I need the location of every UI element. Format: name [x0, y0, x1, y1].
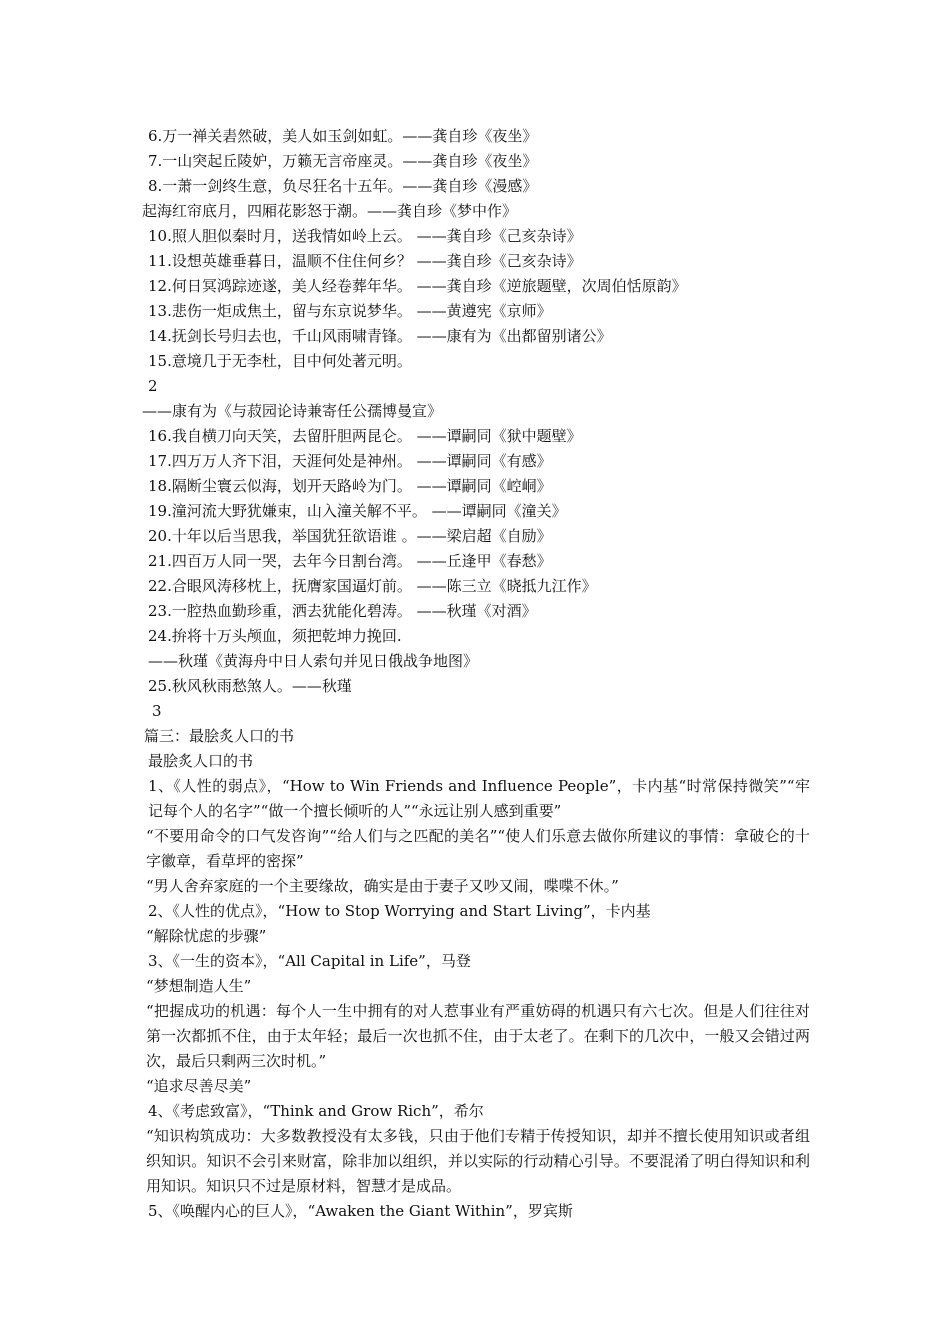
poem-line: 21.四百万人同一哭，去年今日割台湾。 ——丘逢甲《春愁》: [148, 552, 552, 570]
poem-line: 16.我自横刀向天笑，去留肝胆两昆仑。 ——谭嗣同《狱中题壁》: [148, 427, 582, 445]
section-subtitle: 最脍炙人口的书: [148, 752, 254, 770]
poem-line: 11.设想英雄垂暮日，温顺不住住何乡？ ——龚自珍《己亥杂诗》: [148, 252, 582, 270]
book-entry: 1、《人性的弱点》，“How to Win Friends and Influence People”，卡内基“时常保持微笑”“牢记每个人的名字”“做一个擅长倾听的人”“永远让别人感到重要”: [148, 777, 810, 820]
book-entry: 5、《唤醒内心的巨人》，“Awaken the Giant Within”，罗宾斯: [148, 1202, 573, 1220]
poem-line: 24.拚将十万头颅血，须把乾坤力挽回.: [148, 627, 402, 645]
book-quote: “解除忧虑的步骤”: [146, 927, 267, 945]
book-quote: “把握成功的机遇：每个人一生中拥有的对人惹事业有严重妨碍的机遇只有六七次。但是人们往往对第一次都抓不住，由于太年轻；最后一次也抓不住，由于太老了。在剩下的几次中，一般又会错过两次，最后只剩两三次时机。”: [146, 1002, 810, 1070]
poem-line: 22.合眼风涛移枕上，抚膺家国逼灯前。 ——陈三立《晓抵九江作》: [148, 577, 597, 595]
poem-line: 25.秋风秋雨愁煞人。——秋瑾: [148, 677, 352, 695]
poem-line: 19.潼河流大野犹嫌束，山入潼关解不平。 ——谭嗣同《潼关》: [148, 502, 567, 520]
book-quote: “知识构筑成功：大多数教授没有太多钱，只由于他们专精于传授知识，却并不擅长使用知识或者组织知识。知识不会引来财富，除非加以组织，并以实际的行动精心引导。不要混淆了明白得知识和利用知识。知识只不过是原材料，智慧才是成品。: [146, 1127, 810, 1195]
book-quote: “梦想制造人生”: [146, 977, 252, 995]
page-number: 3: [152, 702, 162, 720]
poem-line: 14.抚剑长号归去也，千山风雨啸青锋。 ——康有为《出都留别诸公》: [148, 327, 612, 345]
poem-line: 20.十年以后当思我，举国犹狂欲语谁 。——梁启超《自励》: [148, 527, 552, 545]
poem-line: 起海红帘底月，四厢花影怒于潮。——龚自珍《梦中作》: [142, 202, 518, 220]
poem-attribution: ——秋瑾《黄海舟中日人索句并见日俄战争地图》: [148, 652, 479, 670]
book-quote: “不要用命令的口气发咨询”“给人们与之匹配的美名”“使人们乐意去做你所建议的事情：拿破仑的十字徽章，看草坪的密探”: [146, 827, 810, 870]
poem-line: 17.四万万人齐下泪，天涯何处是神州。 ——谭嗣同《有感》: [148, 452, 552, 470]
page-number: 2: [148, 377, 158, 395]
poem-line: 18.隔断尘寰云似海，划开天路岭为门。 ——谭嗣同《崆峒》: [148, 477, 552, 495]
poem-line: 6.万一禅关砉然破，美人如玉剑如虹。——龚自珍《夜坐》: [148, 127, 538, 145]
book-entry: 3、《一生的资本》，“All Capital in Life”，马登: [148, 952, 471, 970]
book-entry: 4、《考虑致富》，“Think and Grow Rich”，希尔: [148, 1102, 484, 1120]
poem-line: 8.一萧一剑终生意，负尽狂名十五年。——龚自珍《漫感》: [148, 177, 538, 195]
poem-line: 7.一山突起丘陵妒，万籁无言帝座灵。——龚自珍《夜坐》: [148, 152, 538, 170]
section-title: 篇三：最脍炙人口的书: [144, 727, 295, 745]
poem-line: 10.照人胆似秦时月，送我情如岭上云。 ——龚自珍《己亥杂诗》: [148, 227, 582, 245]
poem-line: 15.意境几于无李杜，目中何处著元明。: [148, 352, 412, 370]
poem-line: 23.一腔热血勤珍重，洒去犹能化碧涛。 ——秋瑾《对酒》: [148, 602, 537, 620]
poem-attribution: ——康有为《与菽园论诗兼寄任公孺博曼宣》: [142, 402, 443, 420]
book-quote: “追求尽善尽美”: [146, 1077, 252, 1095]
poem-line: 12.何日冥鸿踪迹遂，美人经卷葬年华。 ——龚自珍《逆旅题壁，次周伯恬原韵》: [148, 277, 687, 295]
book-entry: 2、《人性的优点》，“How to Stop Worrying and Start Living”，卡内基: [148, 902, 651, 920]
document-page: [142, 124, 810, 1224]
poem-line: 13.悲伤一炬成焦土，留与东京说梦华。 ——黄遵宪《京师》: [148, 302, 552, 320]
book-quote: “男人舍弃家庭的一个主要缘故，确实是由于妻子又吵又闹，喋喋不休。”: [146, 877, 619, 895]
